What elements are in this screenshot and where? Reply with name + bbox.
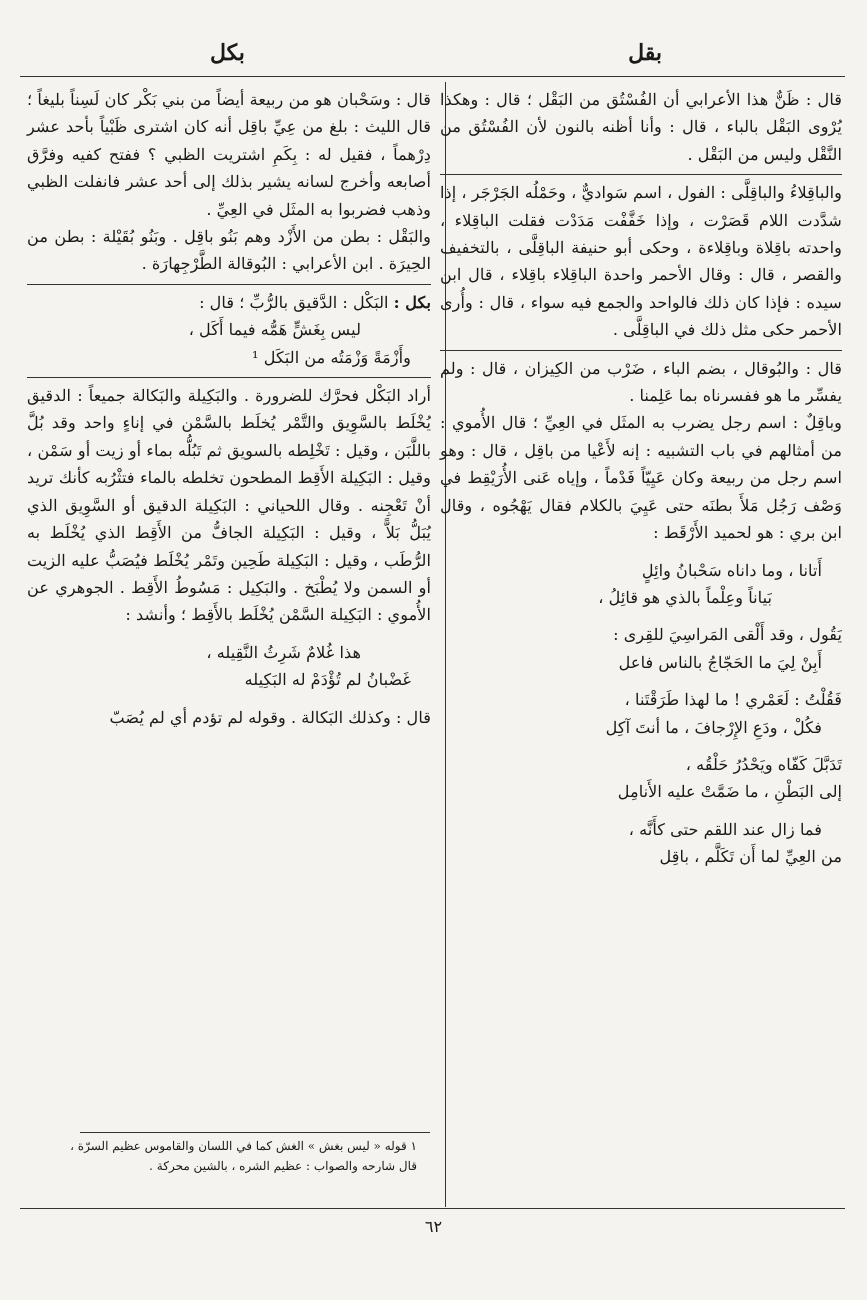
verse-line: فما زال عند اللقم حتى كأَنَّه ، <box>628 819 822 839</box>
verse-line: بَياناً وعِلْماً بالذي هو قائِلُ ، <box>598 587 772 607</box>
verse-line: فكُلْ ، ودَعِ الإِرْجافَ ، ما أنتَ آكِل <box>605 717 822 737</box>
verse-line: أَبِنْ لِيَ ما الحَجّاجُ بالناس فاعل <box>618 652 822 672</box>
paragraph: قال : ظَنٌّ هذا الأعرابي أن الفُسْتُق من البَقْل ؛ قال : وهكذا يُرْوى البَقْل بالباء ، قال : وأنا أظنه بالنون لأن الفُسْتُق من النَّقْل وليس من البَقْل . <box>440 90 842 164</box>
footnote-line: قال شارحه والصواب : عظيم الشره ، بالشين محركة . <box>149 1159 417 1173</box>
paragraph: قال : والبُوقال ، بضم الباء ، ضَرْب من الكِيزان ، قال : ولم يفسِّر ما هو ففسرناه بما عَلِمنا . <box>440 358 842 406</box>
entry-separator <box>440 174 842 175</box>
verse-line: ليس بِغَشٍّ هَمُّه فيما أَكَل ، <box>188 320 361 340</box>
right-column <box>440 86 842 871</box>
entry-separator <box>27 284 431 285</box>
entry-separator <box>440 350 842 351</box>
verse-line: وأَزْمَةً وَزْمَتُه من البَكَل ¹ <box>252 347 411 367</box>
paragraph: أراد البَكْل فحرَّك للضرورة . والبَكِيلة والبَكالة جميعاً : الدقيق يُخْلَط بالسَّوِيق والتَّمْر يُخلَط بالسَّمْن في إناءٍ واحد وقد بُلَّ باللَّبَن ، وقيل : تَخْلِطه بالسويق ثم تَبُلُّه بماء أو زيت أو سَمْن ، وقيل : البَكِيلة الأَقِط المطحون تخلطه بالماء فتثْرُبه كأنك تريد أنْ تَعْجِنه . وقال اللحياني : البَكِيلة الدقيق أو السَّوِيق الذي يُبَلُّ بَلاًّ ، وقيل : البَكِيلة الجافُّ من الأَقِط الذي يُخْلَط به الرُّطَب ، وقيل : البَكِيلة طَحِين وتَمْر يُخْلَط فيُصَبُّ عليه الزيت أو السمن ولا يُطْبَخ . والبَكِيل : مَسُوطُ الأَقِط . الجوهري عن الأُموي : البَكِيلة السَّمْن يُخْلَط بالأَقِط ؛ وأنشد : <box>27 386 431 625</box>
paragraph: فَقُلْتُ : لَعَمْري ! ما لهذا طَرَقْتَنا ، <box>624 690 842 710</box>
left-column <box>27 86 431 731</box>
footnote <box>45 1136 417 1176</box>
paragraph: يَقُول ، وقد أَلْقى المَراسِيَ للقِرى : <box>613 625 842 645</box>
verse-line: من العِيِّ لما أَن تَكَلَّم ، باقِل <box>659 847 842 867</box>
verse <box>440 751 842 806</box>
paragraph: قال : وسَحْبان هو من ربيعة أيضاً من بني بَكْر كان لَسِناً بليغاً ؛ قال الليث : بلغ من عِيِّ باقِل أنه كان اشترى ظَبْياً بأحد عشر دِرْهماً ، فقيل له : بِكَمِ اشتريت الظبي ؟ ففتح كفيه وفرَّق أصابعه وأخرج لسانه يشير بذلك إلى أحد عشر فانفلت الظبي وذهب فضربوا به المثَل في العِيِّ . <box>27 90 431 219</box>
page-number: ٦٢ <box>424 1217 443 1236</box>
entry-text: البَكْل : الدَّقيق بالرُّبِّ ؛ قال : <box>199 292 394 312</box>
paragraph: والباقِلاءُ والباقِلَّى : الفول ، اسم سَواديٌّ ، وحَمْلُه الجَرْجَر ، إذا شدَّدت اللام قَصَرْت ، وإذا خَفَّفْت مَدَدْت فقلت الباقِلاء ، واحدته باقِلاة وباقِلاءة ، وحكى أبو حنيفة الباقِلَّى ، بالتخفيف والقصر ، قال : وقال الأحمر واحدة الباقِلاء باقِلاء ، قال ابن سيده : فإذا كان ذلك فالواحد والجمع فيه سواء ، قال : وأُرى الأحمر حكى مثل ذلك في الباقِلَّى . <box>440 183 842 340</box>
footnote-rule <box>80 1132 430 1133</box>
verse-line: أَتانا ، وما داناه سَحْبانُ وائِلٍ <box>641 560 822 580</box>
entry-bakl <box>27 289 431 316</box>
verse <box>440 557 842 612</box>
verse-line: غَضْبانُ لم تُؤْدَمْ له البَكِيله <box>244 670 411 690</box>
verse <box>27 316 431 371</box>
verse-line: هذا غُلامٌ شَرِثُ النَّقِيله ، <box>206 642 361 662</box>
paragraph: قال : وكذلك البَكالة . وقوله لم تؤدم أي لم يُصَبّ <box>109 707 431 727</box>
verse <box>440 714 842 741</box>
entry-separator <box>27 377 431 378</box>
verse <box>27 639 431 694</box>
header-left-word: بكل <box>210 40 245 66</box>
top-rule <box>20 76 845 77</box>
verse <box>440 649 842 676</box>
bottom-rule <box>20 1208 845 1209</box>
header-right-word: بقل <box>628 40 662 66</box>
verse <box>440 816 842 871</box>
verse-line: تَدَبَّلَ كَفّاه ويَحْدُرُ حَلْقُه ، <box>685 754 842 774</box>
paragraph: والبَقْل : بطن من الأَزْد وهم بَنُو باقِل . وبَنُو بُقَيْلة : بطن من الحِيرَة . ابن الأعرابي : البُوقالة الطَّرْجِهارَة . <box>27 227 431 274</box>
footnote-line: ١ قوله « ليس بغش » الغش كما في اللسان والقاموس عظيم السرّة ، <box>70 1139 417 1153</box>
verse-line: إلى البَطْنِ ، ما ضَمَّتْ عليه الأَنامِل <box>617 782 842 802</box>
paragraph: وباقِلٌ : اسم رجل يضرب به المثَل في العِيِّ ؛ قال الأُموي : من أمثالهم في باب التشبيه : إنه لأَعْيا من باقِل ، قال : وهو اسم رجل من ربيعة وكان عَيِيّاً فَدْماً ، وإياه عَنى الأُرَيْقِط في وَصْف رَجُل مَلأَ بطنَه حتى عَيِيَ بالكلام فقال يَهْجُوه ، وقال ابن بري : هو لحميد الأَرْقَط : <box>440 413 842 543</box>
headword: بكل : <box>393 292 431 312</box>
